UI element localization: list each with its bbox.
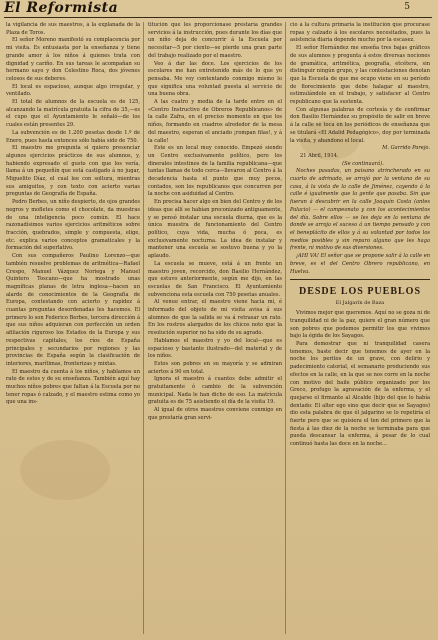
paragraph: Hablamos el maestro y yo del local—que es espacioso y bastante ilustrado—del material y de los niños. (148, 337, 282, 360)
column-separator (285, 22, 286, 634)
page-number: 5 (404, 2, 410, 12)
continued-note: (Se continuará). (342, 160, 384, 167)
paragraph: La subvención es de 1.200 pesetas desde 1.º de Enero, pues hasta entonces sólo había sido de 750. (6, 129, 140, 144)
paragraph: Para demostrar que ni tranquilidad casera tenemos, baste decir que tenemos de ayer en la noche los peritos de un grave, con delirio y padecimiento catorial, el semanario produciendo sus efectos en la calle, en la que se nos corre en la noche con motivo del baile público organizado por los Greco, profugo la agravación de la enferma, y el quejarse el firmante al Alcalde (hijo del que lo había dentado: El alter ego sino que decir que se Sayagos) dio esta palabra de que él jalgarino se lo repetiría el fuerte pero que se quisiera el ten del primero que la fiesta á las diez de la noche se terminaba para que pueda descansar la enferma, á pesar de lo cual continuó hasta las doce en la noche... (290, 341, 430, 448)
article-signature: M. Garrido Parejo. (382, 145, 430, 152)
paragraph: A las cuatro y media de la tarde entro en el «Centro Instructivo de Obreros Republicanos» de la calle Zafra, en el preciso momento en que los niños, formando en cuadros alrededor de la mesa del maestro, esperan el anciado ¡rompan filas!, y á la calle! (148, 99, 282, 144)
paragraph: Al igual de otros maestros conviene conmigo en que prestaría gran servi- (148, 407, 282, 421)
article-date: 21 Abril, 1914. (300, 152, 339, 159)
column-1 (6, 22, 140, 634)
paragraph: Con algunas palabras de cortesía y de confirmar don Basilio Hernández su propósito de salir en breve á la calle se toca en los periódicos de enseñanza que se titulará «El Adalid Pedagógico», doy por terminada la visita, y abandono el local. (290, 106, 430, 144)
paragraph: La escuela se mueve, está á un frente un maestro joven, recorcido, don Basilio Hernández, que estuvo anteriormente, según me dijo, en las escuelas de San Francisco. El Ayuntamiento subvenciona esta escuela con 750 pesetas anuales. (148, 260, 282, 298)
column-3 (290, 22, 430, 634)
paragraph: El local es espacioso, aunque algo irregular, y ventilado. (6, 83, 140, 98)
paragraph: Ignora el maestro á cuantos debe admitir el gratuitamente ó cambio de la subvención municipal. Nada le han dicho de eso. La matrícula gratuita es de 75 asistiendo el día de la visita 19. (148, 376, 282, 406)
page-header (0, 0, 438, 18)
paragraph: titución que les proporcionase prestaría grandes servicios á la instrucción, pues durante los días que un niño deja de concurrir á la Escuela por necesitar—5 por ciento—se pierde una gran parte del trabajo realizado por el maestro. (148, 22, 282, 59)
paragraph: El maestro me pregunta si quiero presenciar algunos ejercicios prácticos de sus alumnos, y, habiendo expresado el gusto con que los vería, llama á un pequeñín que está castigado á no jugar, Miguelito Díaz, el cual lee con soltura, mientras sus amiguitos, y con texto con acierto varias preguntas de Geografía de España. (6, 145, 140, 198)
section-byline: El Jalgarín de Baza (335, 300, 385, 307)
paragraph: El maestro da cuenta á los niños, y hablamos un rato de estos y de su enseñanza. También aquí hay muchos niños pobres que faltan á la Escuela por no tener ropas ó calzado, y el maestro estima como yo que una ins- (6, 368, 140, 406)
section-title: DESDE LOS PUEBLOS (298, 286, 422, 298)
paragraph: Veo á dar las doce. Los ejercicios de los escolares me han entretenido más de lo que yo pensaba. Me voy contentando conmigo mismo lo que significa una voluntad puesta al servicio de una buena obra. (148, 60, 282, 98)
notice-text: Noches pasadas, un paisano atrincherado en su cuarto de adrinado, se arrojó por la ventana de su casa, á la vista de la calle de Jiménez, cayendo á la calle é igualmente que la gente que pasaba. Sin que fueran á descubrir en la calle Joaquín Costa (antes Palacio) — el campeonato y con los acontecimientos del día. Sobre ellos — se les deja en la ventana de donde se arroja el suceso á un tiempo pensado y con el beneplácito de ellos y á su voluntad por todos los medios posibles y sin reparo alguno que les haga frente, ni motivo de sus diversiones. (290, 168, 430, 252)
notice-text-2: ¡AHI VA! El señor que se propone salir á la calle en breve, es el del Centro Obrero republicano, en Huelva. (290, 253, 430, 275)
section-rule (290, 279, 430, 280)
paragraph: Pedro Berbes, un niño despierto, de ojos grandes negros y mofletes como el chocolate, da muestras de una inteligencia poco común. El hace razonadísimos varios ejercicios aritméticos sobre fracción, quebrados, simple y compuesta, elige, etc. explica varios conceptos gramaticales y la formación del superlativo. (6, 199, 140, 252)
column-2 (148, 22, 282, 634)
paragraph: El señor Moreno manifestó su complacencia por mi visita. Es entusiasta por la enseñanza y tiene grande amor á los niños á quienes trata con dignidad y cariño. En sus tareas le acompañan su hermano sayo y don Celestino Roca, dos jóvenes celosos de sus deberes. (6, 37, 140, 82)
paragraph: Vivimos mejor que queremos. Aquí no se goza ni de tranquilidad ni de la paz, quiere el gran número que son pobres que podemos permitir los que vivimos bajo la égida de los Sayagos. (290, 310, 430, 340)
column-separator (143, 22, 144, 634)
header-rule (4, 17, 432, 18)
masthead-title: El Reformista (4, 0, 119, 16)
paragraph: Con sus compañeros Paulino Lorenzo—que también resuelve problemas de aritmética—Rafael Crespo, Manuel Vázquez Noriega y Manuel Quintero Toscano—que ha mostrado unas magníficas planas de letra inglesa—hacen un alarde de conocimientos de la Geografía de Europa, contestando con acierto y rapidez á cuantas preguntas desordenadas les hacemos. El primero lo son Federico Berbes, tercera dirección á que sus niños adquieran con perfección un orden afiliación riguroso los Estados de la Europa y sus respectivas capitales, los ríos de España principales y secundarios por regiones y las provincias de España según la clasificación de interiores, marítimas, fronterizas y mixtas. (6, 253, 140, 367)
paragraph: cio á la cultura primaria la institución que procurase ropas y calzado á los escolares necesitados, pues la asistencia diaria depende mucho por la escasez. (290, 22, 430, 44)
paragraph: Estos son pobres en su mayoría y se admiran aciertos á 90 en total. (148, 360, 282, 375)
paragraph: la vigilancia de sus maestros, á la explanada de la Plaza de Toros. (6, 22, 140, 36)
paragraph: Al venue entrar, el maestro viene hacia mí, é informado del objeto de mi visita avisa á sus alumnos de que la salida se va á retrasar un rato. En los rostros alargados de los chicos noto que la resolución superior no ha sido de su agrado. (148, 299, 282, 337)
paragraph: El total de alumnos de la escuela es de 125, alcanzando la matrícula gratuita la cifra de 35,—es el cupo que el Ayuntamiento le señaló—de los cuales están presentes 29. (6, 99, 140, 129)
paragraph: En precisa hacer algo en bien del Centro y de los ideas que allí se habían preconizado antiguamente, y se pensó instalar una escuela diurna, que es la única muestra de funcionamiento del Centro político, cuya vida, mucha ó poca, es exclusivamente nocturna. La idea de instalar y mantener una escuela se sostuvo buena y yo la aplaudo. (148, 199, 282, 260)
paragraph: Este es un local muy conocido. Empezó siendo un Centro exclusivamente político, pero los dinerales intestinos de la familia republicana—que tantas llamas de todo cerca—llevaron al Centro á la decadencia hasta el punto que muy pocos, contados, son los republicanos que concurren por la noche con asiduidad al Centro. (148, 145, 282, 198)
paragraph: El señor Hernández me enseña tres bajas gráficos de sus alumnos y pregunta á estos diversas nociones de gramática, aritmética, geografía, etcétera, sin distinguir ningún grupo, y las contestaciones denotan que la Escuela de que me ocupo viene en su período de florecimiento que debe halagar al maestro, estimulándole en el trabajo, y satisfacer al Centro republicano que la sustenta. (290, 45, 430, 106)
